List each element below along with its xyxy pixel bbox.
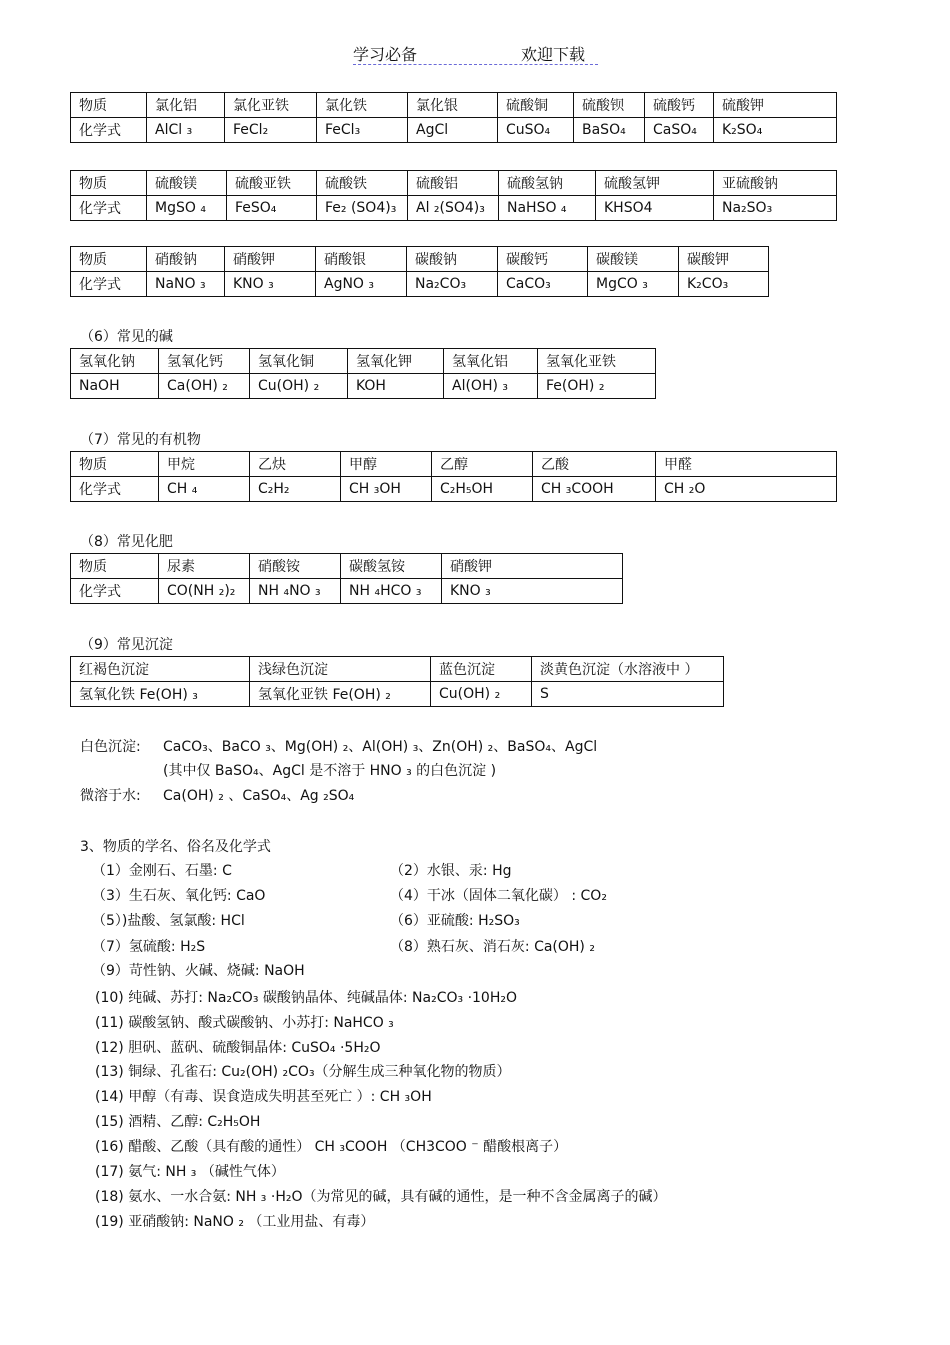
- table-row: [71, 93, 837, 118]
- table-chlorides-sulfates: [70, 92, 837, 143]
- table-cell: 碳酸氢铵: [341, 554, 442, 579]
- list-item: (17) 氨气: NH ₃ （碱性气体）: [95, 1164, 285, 1180]
- part3-title: 3、物质的学名、俗名及化学式: [80, 839, 271, 855]
- table-row: [71, 682, 724, 707]
- table-cell: 氢氧化钙: [159, 349, 250, 374]
- table-cell: 硫酸钾: [714, 93, 837, 118]
- table-cell: 硫酸镁: [147, 171, 227, 196]
- table-cell: 氯化铁: [317, 93, 408, 118]
- table-cell: 红褐色沉淀: [71, 657, 250, 682]
- table-cell: K₂SO₄: [714, 118, 837, 143]
- table-cell: 物质: [71, 247, 147, 272]
- table-cell: NH ₄HCO ₃: [341, 579, 442, 604]
- table-cell: 化学式: [71, 118, 147, 143]
- table-row: [71, 272, 769, 297]
- header-left: 学习必备: [353, 45, 418, 64]
- white-precipitate-label: 白色沉淀:: [80, 739, 141, 755]
- table-cell: NaOH: [71, 374, 159, 399]
- list-item: (15) 酒精、乙醇: C₂H₅OH: [95, 1114, 261, 1130]
- table-cell: 氢氧化铝: [444, 349, 538, 374]
- table-cell: 乙醇: [432, 452, 533, 477]
- table-cell: 硝酸钾: [442, 554, 623, 579]
- table-cell: 甲醛: [656, 452, 837, 477]
- table-cell: Al(OH) ₃: [444, 374, 538, 399]
- table-cell: 氯化银: [408, 93, 498, 118]
- table-cell: NaHSO ₄: [499, 196, 596, 221]
- table-cell: AgCl: [408, 118, 498, 143]
- table-cell: CaCO₃: [498, 272, 588, 297]
- header-right: 欢迎下载: [521, 45, 586, 64]
- table-bases: [70, 348, 656, 399]
- table-cell: C₂H₂: [250, 477, 341, 502]
- table-cell: 碳酸镁: [588, 247, 679, 272]
- table-cell: KOH: [348, 374, 444, 399]
- list-item: (19) 亚硝酸钠: NaNO ₂ （工业用盐、有毒）: [95, 1214, 375, 1230]
- table-cell: KNO ₃: [225, 272, 316, 297]
- table-cell: 硝酸银: [316, 247, 407, 272]
- table-cell: 乙炔: [250, 452, 341, 477]
- table-row: [71, 452, 837, 477]
- table-fertilizers: [70, 553, 623, 604]
- table-sulfates: [70, 170, 837, 221]
- table-cell: 氢氧化钾: [348, 349, 444, 374]
- table-cell: 硫酸铜: [498, 93, 574, 118]
- table-row: [71, 349, 656, 374]
- table-row: [71, 554, 623, 579]
- table-cell: 硫酸钡: [574, 93, 645, 118]
- table-cell: 物质: [71, 171, 147, 196]
- table-cell: 硫酸铝: [408, 171, 499, 196]
- list-item: （3）生石灰、氧化钙: CaO: [92, 888, 266, 904]
- table-cell: 氢氧化亚铁: [538, 349, 656, 374]
- table-cell: 碳酸钾: [679, 247, 769, 272]
- table-cell: CO(NH ₂)₂: [159, 579, 250, 604]
- table-cell: S: [532, 682, 724, 707]
- table-cell: 物质: [71, 554, 159, 579]
- table-cell: FeCl₃: [317, 118, 408, 143]
- list-item: (14) 甲醇（有毒、误食造成失明甚至死亡 ）: CH ₃OH: [95, 1089, 432, 1105]
- section-organics-title: （7）常见的有机物: [80, 432, 201, 448]
- table-cell: NH ₄NO ₃: [250, 579, 341, 604]
- table-cell: CaSO₄: [645, 118, 714, 143]
- table-cell: 硝酸铵: [250, 554, 341, 579]
- table-cell: 亚硫酸钠: [714, 171, 837, 196]
- table-cell: MgCO ₃: [588, 272, 679, 297]
- list-item: (18) 氨水、一水合氨: NH ₃ ·H₂O（为常见的碱，具有碱的通性，是一种不含金属离子的碱）: [95, 1189, 667, 1205]
- list-item: （5）)盐酸、氢氯酸: HCl: [92, 913, 245, 929]
- table-cell: K₂CO₃: [679, 272, 769, 297]
- table-cell: NaNO ₃: [147, 272, 225, 297]
- table-cell: 物质: [71, 93, 147, 118]
- list-item: （2）水银、汞: Hg: [390, 863, 512, 879]
- table-cell: 蓝色沉淀: [431, 657, 532, 682]
- list-item: (12) 胆矾、蓝矾、硫酸铜晶体: CuSO₄ ·5H₂O: [95, 1040, 381, 1056]
- white-precipitate-list: CaCO₃、BaCO ₃、Mg(OH) ₂、Al(OH) ₃、Zn(OH) ₂、BaSO₄、AgCl: [163, 739, 598, 755]
- slightly-soluble-label: 微溶于水:: [80, 788, 141, 804]
- table-cell: Fe(OH) ₂: [538, 374, 656, 399]
- table-cell: CH ₃OH: [341, 477, 432, 502]
- table-cell: CH ₂O: [656, 477, 837, 502]
- list-item: (11) 碳酸氢钠、酸式碳酸钠、小苏打: NaHCO ₃: [95, 1015, 394, 1031]
- table-cell: 化学式: [71, 579, 159, 604]
- table-cell: 甲烷: [159, 452, 250, 477]
- table-cell: AgNO ₃: [316, 272, 407, 297]
- table-cell: FeSO₄: [227, 196, 317, 221]
- list-item: （8）熟石灰、消石灰: Ca(OH) ₂: [390, 939, 595, 955]
- table-cell: 浅绿色沉淀: [250, 657, 431, 682]
- table-cell: 氢氧化亚铁 Fe(OH) ₂: [250, 682, 431, 707]
- table-cell: 尿素: [159, 554, 250, 579]
- table-cell: Na₂SO₃: [714, 196, 837, 221]
- list-item: （6）亚硫酸: H₂SO₃: [390, 913, 520, 929]
- table-row: [71, 196, 837, 221]
- table-cell: 氯化亚铁: [225, 93, 317, 118]
- page-header: [353, 42, 598, 65]
- list-item: （4）干冰（固体二氧化碳） : CO₂: [390, 888, 607, 904]
- table-cell: 硝酸钠: [147, 247, 225, 272]
- table-row: [71, 171, 837, 196]
- table-cell: MgSO ₄: [147, 196, 227, 221]
- table-cell: 氢氧化铁 Fe(OH) ₃: [71, 682, 250, 707]
- table-row: [71, 477, 837, 502]
- table-cell: 硫酸铁: [317, 171, 408, 196]
- table-nitrates-carbonates: [70, 246, 769, 297]
- table-cell: 硫酸氢钾: [596, 171, 714, 196]
- table-cell: AlCl ₃: [147, 118, 225, 143]
- table-cell: BaSO₄: [574, 118, 645, 143]
- list-item: (16) 醋酸、乙酸（具有酸的通性） CH ₃COOH （CH3COO ⁻ 醋酸根离子）: [95, 1139, 568, 1155]
- table-cell: KHSO4: [596, 196, 714, 221]
- table-cell: 乙酸: [533, 452, 656, 477]
- table-cell: Fe₂ (SO4)₃: [317, 196, 408, 221]
- table-row: [71, 579, 623, 604]
- table-row: [71, 118, 837, 143]
- table-cell: C₂H₅OH: [432, 477, 533, 502]
- table-organics: [70, 451, 837, 502]
- table-cell: CuSO₄: [498, 118, 574, 143]
- table-cell: 碳酸钠: [407, 247, 498, 272]
- list-item: (13) 铜绿、孔雀石: Cu₂(OH) ₂CO₃（分解生成三种氧化物的物质）: [95, 1064, 511, 1080]
- table-cell: 碳酸钙: [498, 247, 588, 272]
- table-row: [71, 247, 769, 272]
- section-bases-title: （6）常见的碱: [80, 329, 173, 345]
- table-cell: Cu(OH) ₂: [431, 682, 532, 707]
- table-cell: 物质: [71, 452, 159, 477]
- list-item: （7）氢硫酸: H₂S: [92, 939, 206, 955]
- table-cell: CH ₄: [159, 477, 250, 502]
- table-row: [71, 374, 656, 399]
- table-cell: 化学式: [71, 477, 159, 502]
- table-cell: 硫酸氢钠: [499, 171, 596, 196]
- white-precipitate-note: (其中仅 BaSO₄、AgCl 是不溶于 HNO ₃ 的白色沉淀 ): [163, 763, 497, 779]
- table-cell: 硫酸钙: [645, 93, 714, 118]
- list-item: （9）苛性钠、火碱、烧碱: NaOH: [92, 963, 305, 979]
- table-cell: FeCl₂: [225, 118, 317, 143]
- table-cell: 硝酸钾: [225, 247, 316, 272]
- list-item: (10) 纯碱、苏打: Na₂CO₃ 碳酸钠晶体、纯碱晶体: Na₂CO₃ ·10H₂O: [95, 990, 517, 1006]
- table-cell: 甲醇: [341, 452, 432, 477]
- table-cell: 淡黄色沉淀（水溶液中 ）: [532, 657, 724, 682]
- section-fertilizers-title: （8）常见化肥: [80, 534, 173, 550]
- table-cell: 化学式: [71, 196, 147, 221]
- table-cell: Cu(OH) ₂: [250, 374, 348, 399]
- table-row: [71, 657, 724, 682]
- table-cell: Al ₂(SO4)₃: [408, 196, 499, 221]
- table-cell: 氢氧化钠: [71, 349, 159, 374]
- table-cell: CH ₃COOH: [533, 477, 656, 502]
- table-cell: Na₂CO₃: [407, 272, 498, 297]
- table-cell: 硫酸亚铁: [227, 171, 317, 196]
- section-precipitates-title: （9）常见沉淀: [80, 637, 173, 653]
- table-precipitates: [70, 656, 724, 707]
- table-cell: Ca(OH) ₂: [159, 374, 250, 399]
- table-cell: 氢氧化铜: [250, 349, 348, 374]
- slightly-soluble-list: Ca(OH) ₂ 、CaSO₄、Ag ₂SO₄: [163, 788, 355, 804]
- table-cell: 氯化铝: [147, 93, 225, 118]
- list-item: （1）金刚石、石墨: C: [92, 863, 232, 879]
- table-cell: 化学式: [71, 272, 147, 297]
- table-cell: KNO ₃: [442, 579, 623, 604]
